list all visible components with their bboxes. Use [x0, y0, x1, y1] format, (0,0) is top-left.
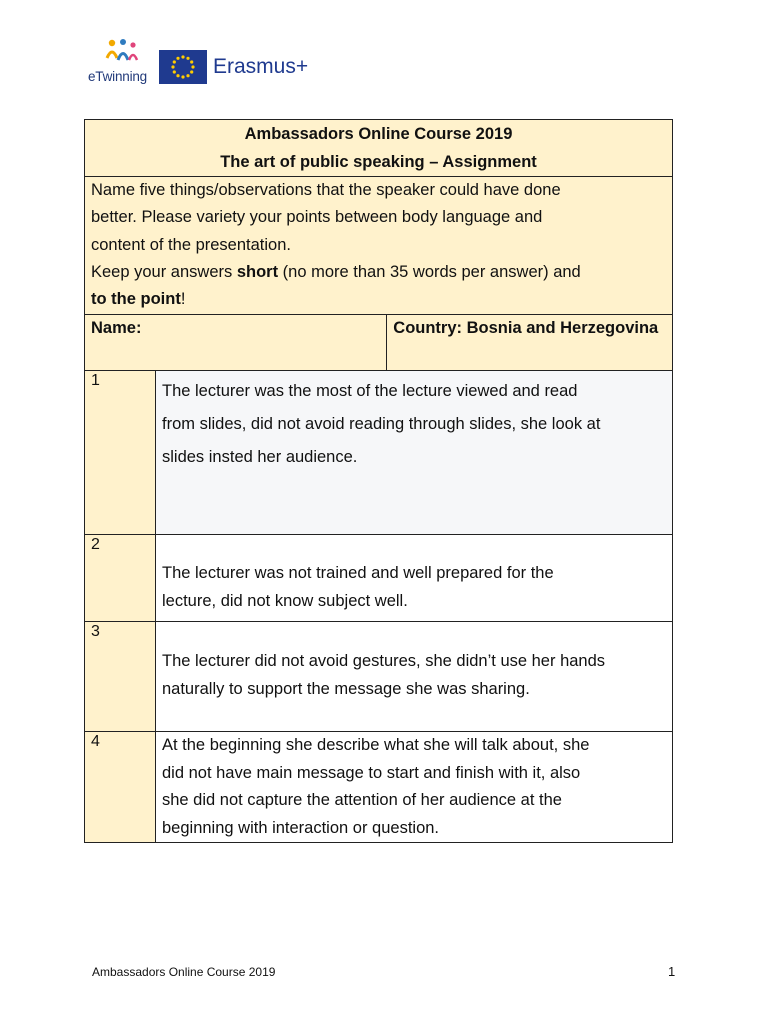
- etwinning-logo: [88, 38, 160, 84]
- instructions-line: Name five things/observations that the speaker could have done: [91, 181, 561, 199]
- answer-line: naturally to support the message she was sharing.: [162, 679, 530, 698]
- footer-course-name: Ambassadors Online Course 2019: [92, 965, 276, 979]
- row-number-label: 4: [91, 733, 100, 750]
- name-field: [85, 315, 387, 371]
- answer-line: beginning with interaction or question.: [162, 818, 440, 837]
- instructions-text: Keep your answers: [91, 262, 237, 281]
- name-label: Name:: [91, 319, 142, 337]
- instructions-text: (no more than 35 words per answer) and: [278, 262, 581, 281]
- instructions-emphasis: short: [236, 262, 279, 281]
- answer-cell: [156, 535, 673, 622]
- answer-cell: [156, 732, 673, 843]
- header-logos: [88, 34, 308, 84]
- instructions-line: [91, 259, 666, 286]
- answer-line: she did not capture the attention of her audience at the: [162, 791, 562, 809]
- answer-cell: [156, 371, 673, 535]
- instructions-emphasis: to the point: [91, 290, 181, 309]
- instructions-text: !: [180, 290, 186, 309]
- etwinning-wordmark: eTwinning: [88, 69, 147, 84]
- page-number: 1: [668, 964, 676, 979]
- answer-line: At the beginning she describe what she will talk about, she: [162, 736, 590, 754]
- country-label: Country: Bosnia and Herzegovina: [393, 319, 659, 337]
- row-number-label: 3: [91, 623, 100, 640]
- answer-line: The lecturer did not avoid gestures, she didn’t use her hands: [162, 652, 606, 670]
- answer-line: lecture, did not know subject well.: [162, 591, 408, 610]
- row-number-label: 1: [91, 372, 100, 389]
- row-number: [85, 371, 156, 535]
- answer-line: slides insted her audience.: [162, 448, 358, 466]
- etwinning-figures-icon: [104, 38, 144, 64]
- row-number: [85, 732, 156, 843]
- erasmus-logo: Erasmus+: [213, 55, 309, 78]
- instructions-line: content of the presentation.: [91, 235, 291, 254]
- row-number: [85, 622, 156, 732]
- assignment-title: The art of public speaking – Assignment: [220, 153, 537, 171]
- answer-line: from slides, did not avoid reading through slides, she look at: [162, 415, 601, 433]
- assignment-table: [84, 119, 673, 843]
- course-title: Ambassadors Online Course 2019: [244, 125, 513, 143]
- country-field: [387, 315, 673, 371]
- row-number: [85, 535, 156, 622]
- instructions-line: better. Please variety your points between body language and: [91, 208, 543, 227]
- instructions-line: [91, 286, 666, 313]
- eu-flag-icon: [159, 50, 207, 84]
- row-number-label: 2: [91, 536, 100, 553]
- answer-line: did not have main message to start and finish with it, also: [162, 763, 581, 782]
- answer-cell: [156, 622, 673, 732]
- table-title: [85, 120, 673, 177]
- instructions: [85, 177, 673, 315]
- answer-line: The lecturer was not trained and well prepared for the: [162, 564, 554, 582]
- answer-line: The lecturer was the most of the lecture viewed and read: [162, 382, 578, 400]
